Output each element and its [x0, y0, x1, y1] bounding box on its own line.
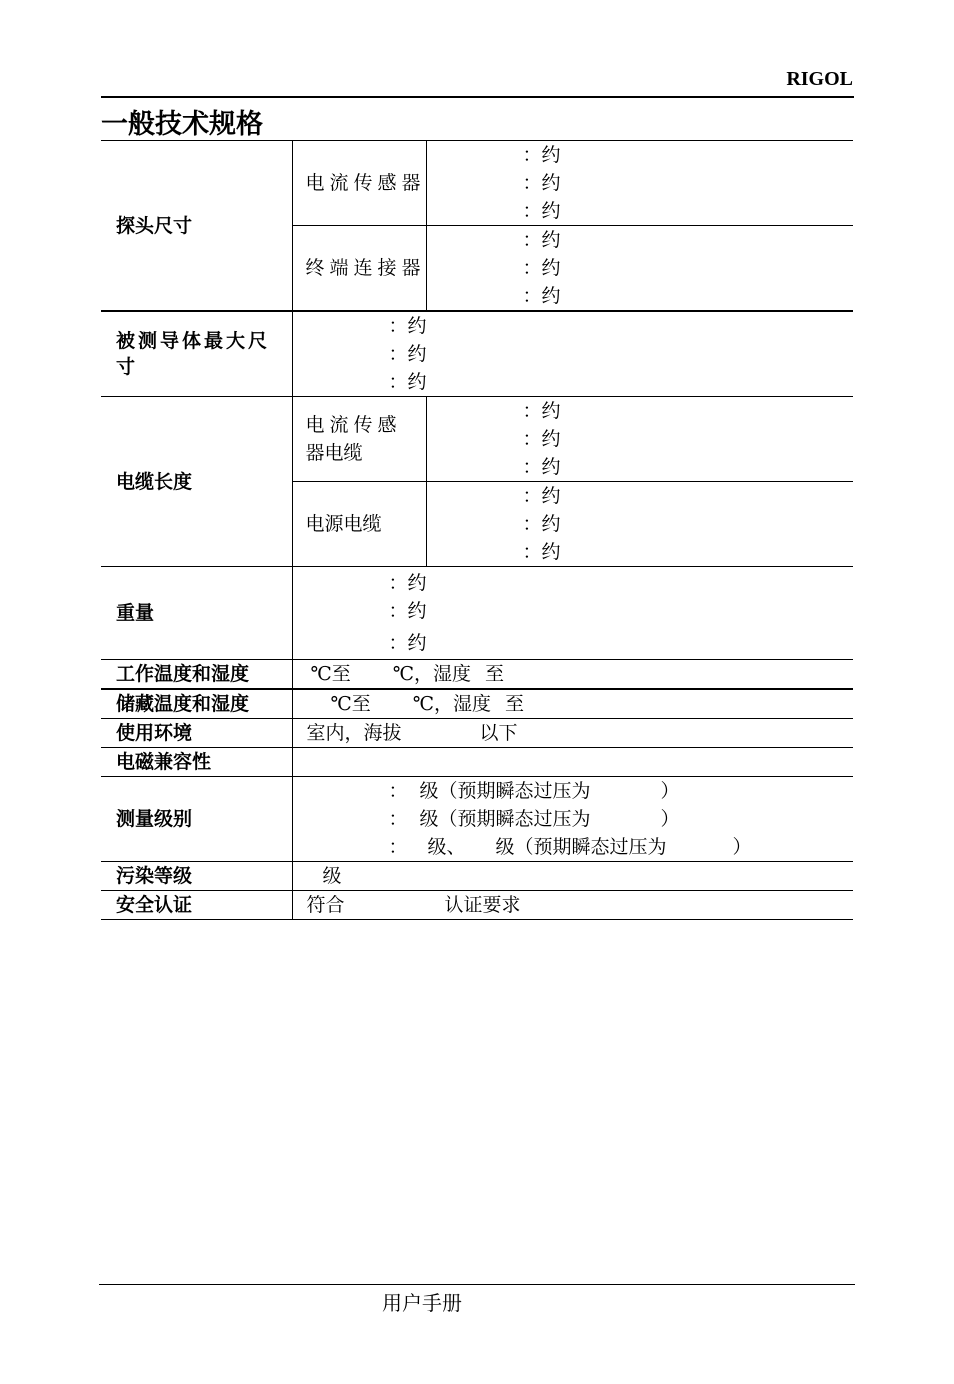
value-line: ：约 — [522, 172, 561, 194]
row-label-emc: 电磁兼容性 — [101, 748, 292, 777]
value-part: 至 — [505, 693, 525, 715]
value-part: 级（预期瞬态过压为 — [419, 808, 591, 830]
value-part: ℃至 — [310, 663, 351, 685]
value-part: 室内，海拔 — [306, 722, 402, 744]
value-cell — [426, 397, 853, 482]
table-row — [101, 397, 853, 482]
value-part: ） — [732, 836, 752, 858]
value-part: ： — [388, 808, 408, 830]
table-row — [101, 777, 853, 862]
value-line: ：约 — [388, 572, 427, 594]
table-row — [101, 862, 853, 891]
sub-label-power-cable: 电源电缆 — [292, 482, 426, 567]
value-part: ） — [660, 808, 680, 830]
page-title: 一般技术规格 — [101, 109, 263, 140]
row-label-weight: 重量 — [101, 567, 292, 660]
row-label-safety: 安全认证 — [101, 891, 292, 920]
table-row — [101, 567, 853, 660]
table-row — [101, 719, 853, 748]
value-cell — [292, 660, 853, 690]
value-cell — [292, 862, 853, 891]
brand-logo-text: RIGOL — [786, 68, 853, 90]
value-part: ℃，湿度 — [412, 693, 492, 715]
value-cell — [292, 311, 853, 397]
table-row — [101, 660, 853, 690]
value-line: ：约 — [522, 428, 561, 450]
sub-label-terminal-connector: 终端连接器 — [292, 226, 426, 312]
row-label-use-env: 使用环境 — [101, 719, 292, 748]
row-label-max-conductor: 被测导体最大尺寸 — [101, 311, 292, 397]
value-line: ：约 — [388, 343, 427, 365]
value-cell — [292, 748, 853, 777]
value-cell — [292, 777, 853, 862]
value-line: ：约 — [522, 485, 561, 507]
header-divider — [101, 96, 854, 98]
value-line: ：约 — [522, 513, 561, 535]
row-label-cable-length: 电缆长度 — [101, 397, 292, 567]
value-cell — [426, 482, 853, 567]
row-label-operating-env: 工作温度和湿度 — [101, 660, 292, 690]
value-part: 以下 — [479, 722, 518, 744]
value-cell — [426, 226, 853, 312]
value-part: 级、 — [427, 836, 466, 858]
value-part: 认证要求 — [444, 894, 521, 916]
value-line — [389, 777, 854, 805]
value-line: ：约 — [522, 257, 561, 279]
value-part: 至 — [485, 663, 505, 685]
value-part: ℃，湿度 — [392, 663, 472, 685]
value-line: ：约 — [522, 541, 561, 563]
value-part: 级（预期瞬态过压为 — [419, 780, 591, 802]
value-part: ： — [388, 780, 408, 802]
value-line: ：约 — [522, 229, 561, 251]
row-label-storage-env: 储藏温度和湿度 — [101, 689, 292, 719]
value-line: ：约 — [522, 200, 561, 222]
value-line: ：约 — [388, 600, 427, 622]
value-part: ： — [388, 836, 408, 858]
sub-label-sensor-cable: 电流传感 器电缆 — [292, 397, 426, 482]
value-line: ：约 — [388, 371, 427, 393]
spec-table — [101, 140, 853, 920]
value-line: ：约 — [522, 456, 561, 478]
footer-divider — [99, 1284, 855, 1285]
value-cell — [292, 567, 853, 660]
table-row — [101, 748, 853, 777]
table-row — [101, 311, 853, 397]
value-cell — [292, 891, 853, 920]
value-part: 级（预期瞬态过压为 — [495, 836, 667, 858]
value-line: ：约 — [522, 144, 561, 166]
value-cell — [292, 689, 853, 719]
table-row — [101, 141, 853, 226]
value-line: ：约 — [522, 285, 561, 307]
value-part: ） — [660, 780, 680, 802]
value-line: ：约 — [388, 632, 427, 654]
value-line — [389, 805, 854, 833]
table-row — [101, 689, 853, 719]
value-part: 级 — [322, 865, 342, 887]
value-line — [389, 833, 854, 861]
sub-label-current-sensor: 电流传感器 — [292, 141, 426, 226]
value-cell — [292, 719, 853, 748]
row-label-probe-size: 探头尺寸 — [101, 141, 292, 312]
value-line: ：约 — [388, 315, 427, 337]
footer-text: 用户手册 — [382, 1291, 462, 1315]
row-label-measurement-category: 测量级别 — [101, 777, 292, 862]
value-part: ℃至 — [330, 693, 371, 715]
row-label-pollution: 污染等级 — [101, 862, 292, 891]
value-cell — [426, 141, 853, 226]
value-part: 符合 — [306, 894, 345, 916]
value-line: ：约 — [522, 400, 561, 422]
table-row — [101, 891, 853, 920]
